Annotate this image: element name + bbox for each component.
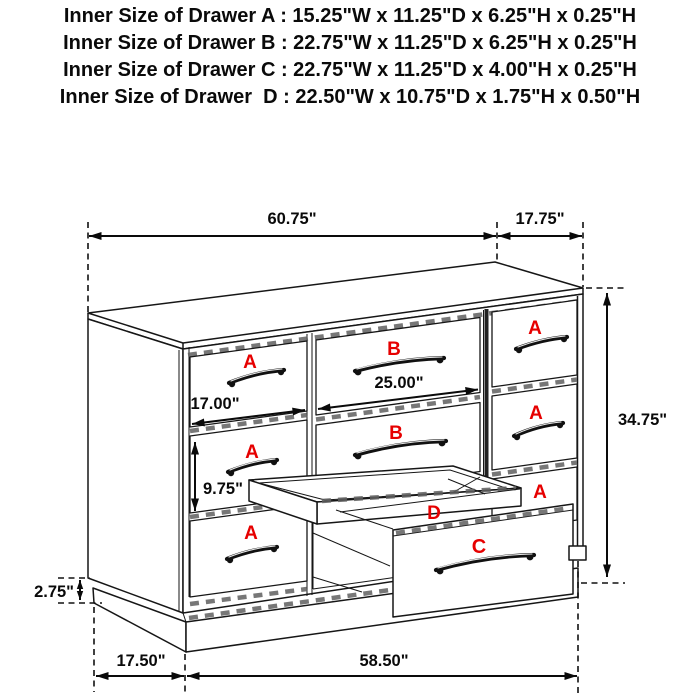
- dim-label-top-depth: 17.75": [515, 210, 565, 228]
- dim-label-base-front-width: 58.50": [359, 652, 409, 670]
- right-edge-foot-tab: [569, 546, 586, 560]
- drawer-label-c-open: C: [471, 536, 487, 558]
- dim-label-base-height: 2.75": [34, 583, 74, 601]
- drawer-label-a-left-bottom: A: [244, 523, 258, 544]
- drawer-label-b-middle: B: [389, 423, 403, 444]
- drawer-label-a-right-top: A: [528, 318, 542, 339]
- spec-line-drawer-c: Inner Size of Drawer C : 22.75"W x 11.25"D x 4.00"H x 0.25"H: [63, 59, 637, 81]
- dim-label-drawer-a-width: 17.00": [190, 395, 240, 413]
- drawer-label-b-top: B: [387, 339, 401, 360]
- drawer-label-a-right-bottom: A: [533, 482, 547, 503]
- drawer-label-a-left-middle: A: [245, 442, 259, 463]
- dim-label-drawer-b-width: 25.00": [374, 374, 424, 392]
- dim-label-overall-height: 34.75": [618, 411, 668, 429]
- spec-line-drawer-a: Inner Size of Drawer A : 15.25"W x 11.25"D x 6.25"H x 0.25"H: [63, 5, 637, 27]
- dim-label-drawer-a-height: 9.75": [203, 480, 243, 498]
- dim-label-base-side-depth: 17.50": [116, 652, 166, 670]
- stile-middle-right: [484, 309, 487, 478]
- drawer-label-a-right-middle: A: [529, 403, 543, 424]
- drawer-label-d-open: D: [427, 503, 441, 524]
- spec-line-drawer-d: Inner Size of Drawer D : 22.50"W x 10.75"D x 1.75"H x 0.50"H: [59, 86, 641, 108]
- cabinet-left-side-panel: [88, 319, 183, 613]
- spec-line-drawer-b: Inner Size of Drawer B : 22.75"W x 11.25"D x 6.25"H x 0.25"H: [63, 32, 637, 54]
- dim-label-top-width: 60.75": [267, 210, 317, 228]
- drawer-label-a-left-top: A: [243, 352, 257, 373]
